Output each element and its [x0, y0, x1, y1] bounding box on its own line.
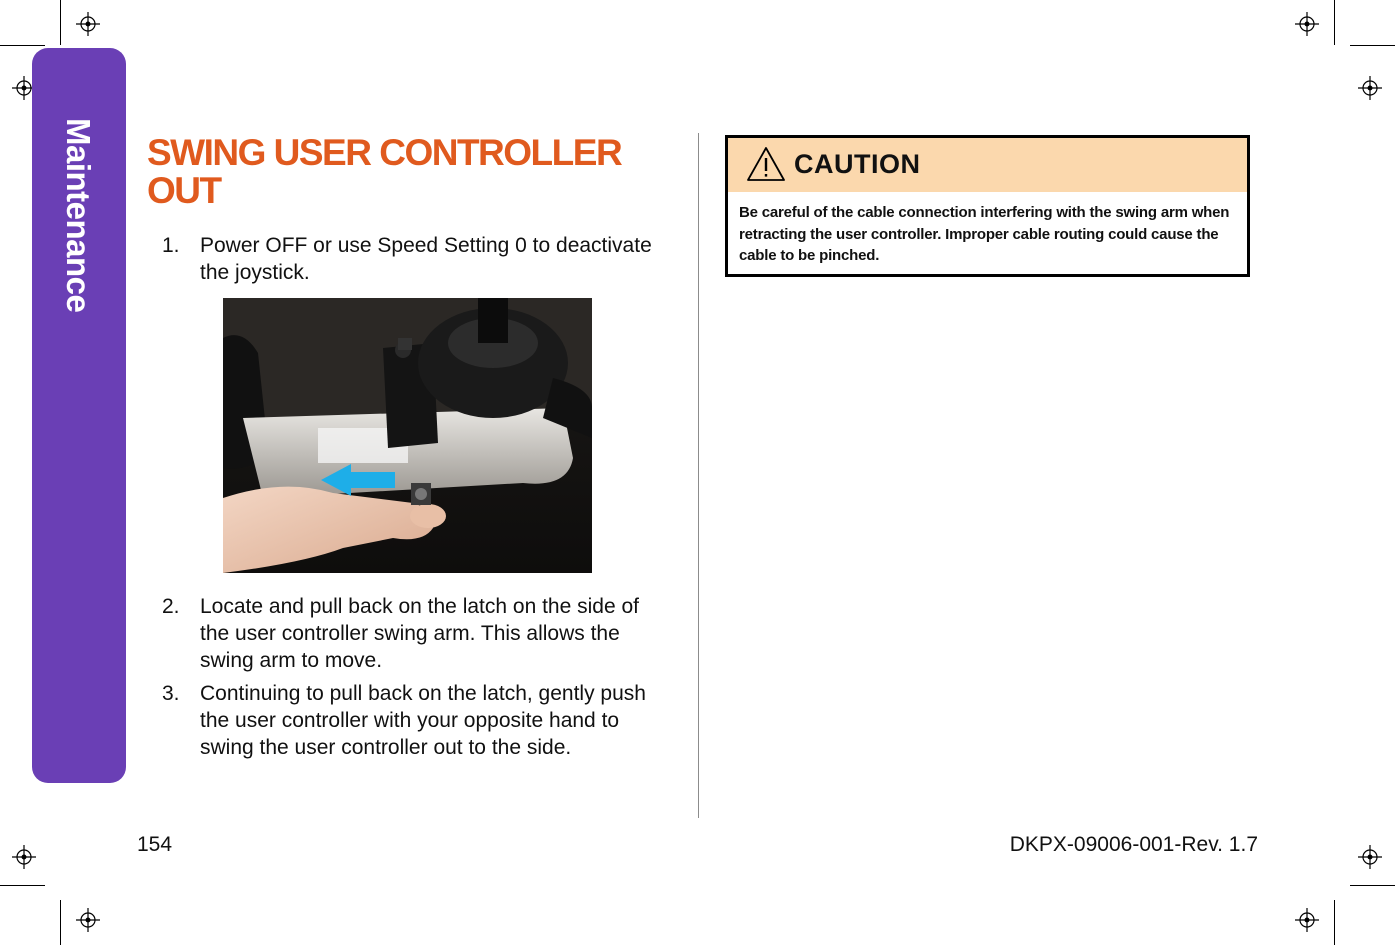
registration-mark-icon: [76, 12, 100, 36]
caution-title: CAUTION: [794, 149, 921, 179]
registration-mark-icon: [1295, 908, 1319, 932]
page-title: SWING USER CONTROLLER OUT: [147, 132, 622, 211]
step-number: 2.: [162, 595, 180, 618]
caution-text: Be careful of the cable connection interfering with the swing arm when retracting the user controller. Improper cable routing could cause the cable to be pinched.: [739, 204, 1230, 264]
page-number: 154: [137, 833, 173, 856]
controller-photo-illustration: [223, 298, 592, 573]
section-label: Maintenance: [60, 118, 97, 313]
warning-triangle-icon: [746, 146, 786, 182]
step-text: Continuing to pull back on the latch, gently push the user controller with your opposite hand to swing the user controller out to the side.: [200, 682, 646, 759]
step-number: 3.: [162, 682, 180, 705]
controller-photo: [223, 298, 592, 573]
caution-box: [725, 135, 1250, 277]
document-id: DKPX-09006-001-Rev. 1.7: [1009, 833, 1258, 856]
registration-mark-icon: [1358, 845, 1382, 869]
caution-header: [728, 138, 1247, 192]
crop-mark: [1334, 900, 1335, 945]
registration-mark-icon: [12, 845, 36, 869]
crop-mark: [60, 0, 61, 45]
crop-mark: [60, 900, 61, 945]
step-2: [162, 593, 662, 674]
column-divider: [698, 133, 699, 818]
step-number: 1.: [162, 234, 180, 257]
step-1: [162, 232, 662, 288]
step-text: Power OFF or use Speed Setting 0 to deactivate the joystick.: [200, 234, 652, 284]
registration-mark-icon: [1358, 76, 1382, 100]
step-3: [162, 680, 662, 788]
registration-mark-icon: [1295, 12, 1319, 36]
crop-mark: [0, 45, 45, 46]
crop-mark: [1350, 45, 1395, 46]
registration-mark-icon: [76, 908, 100, 932]
crop-mark: [0, 885, 45, 886]
crop-mark: [1350, 885, 1395, 886]
crop-mark: [1334, 0, 1335, 45]
step-text: Locate and pull back on the latch on the side of the user controller swing arm. This allows the swing arm to move.: [200, 595, 639, 672]
